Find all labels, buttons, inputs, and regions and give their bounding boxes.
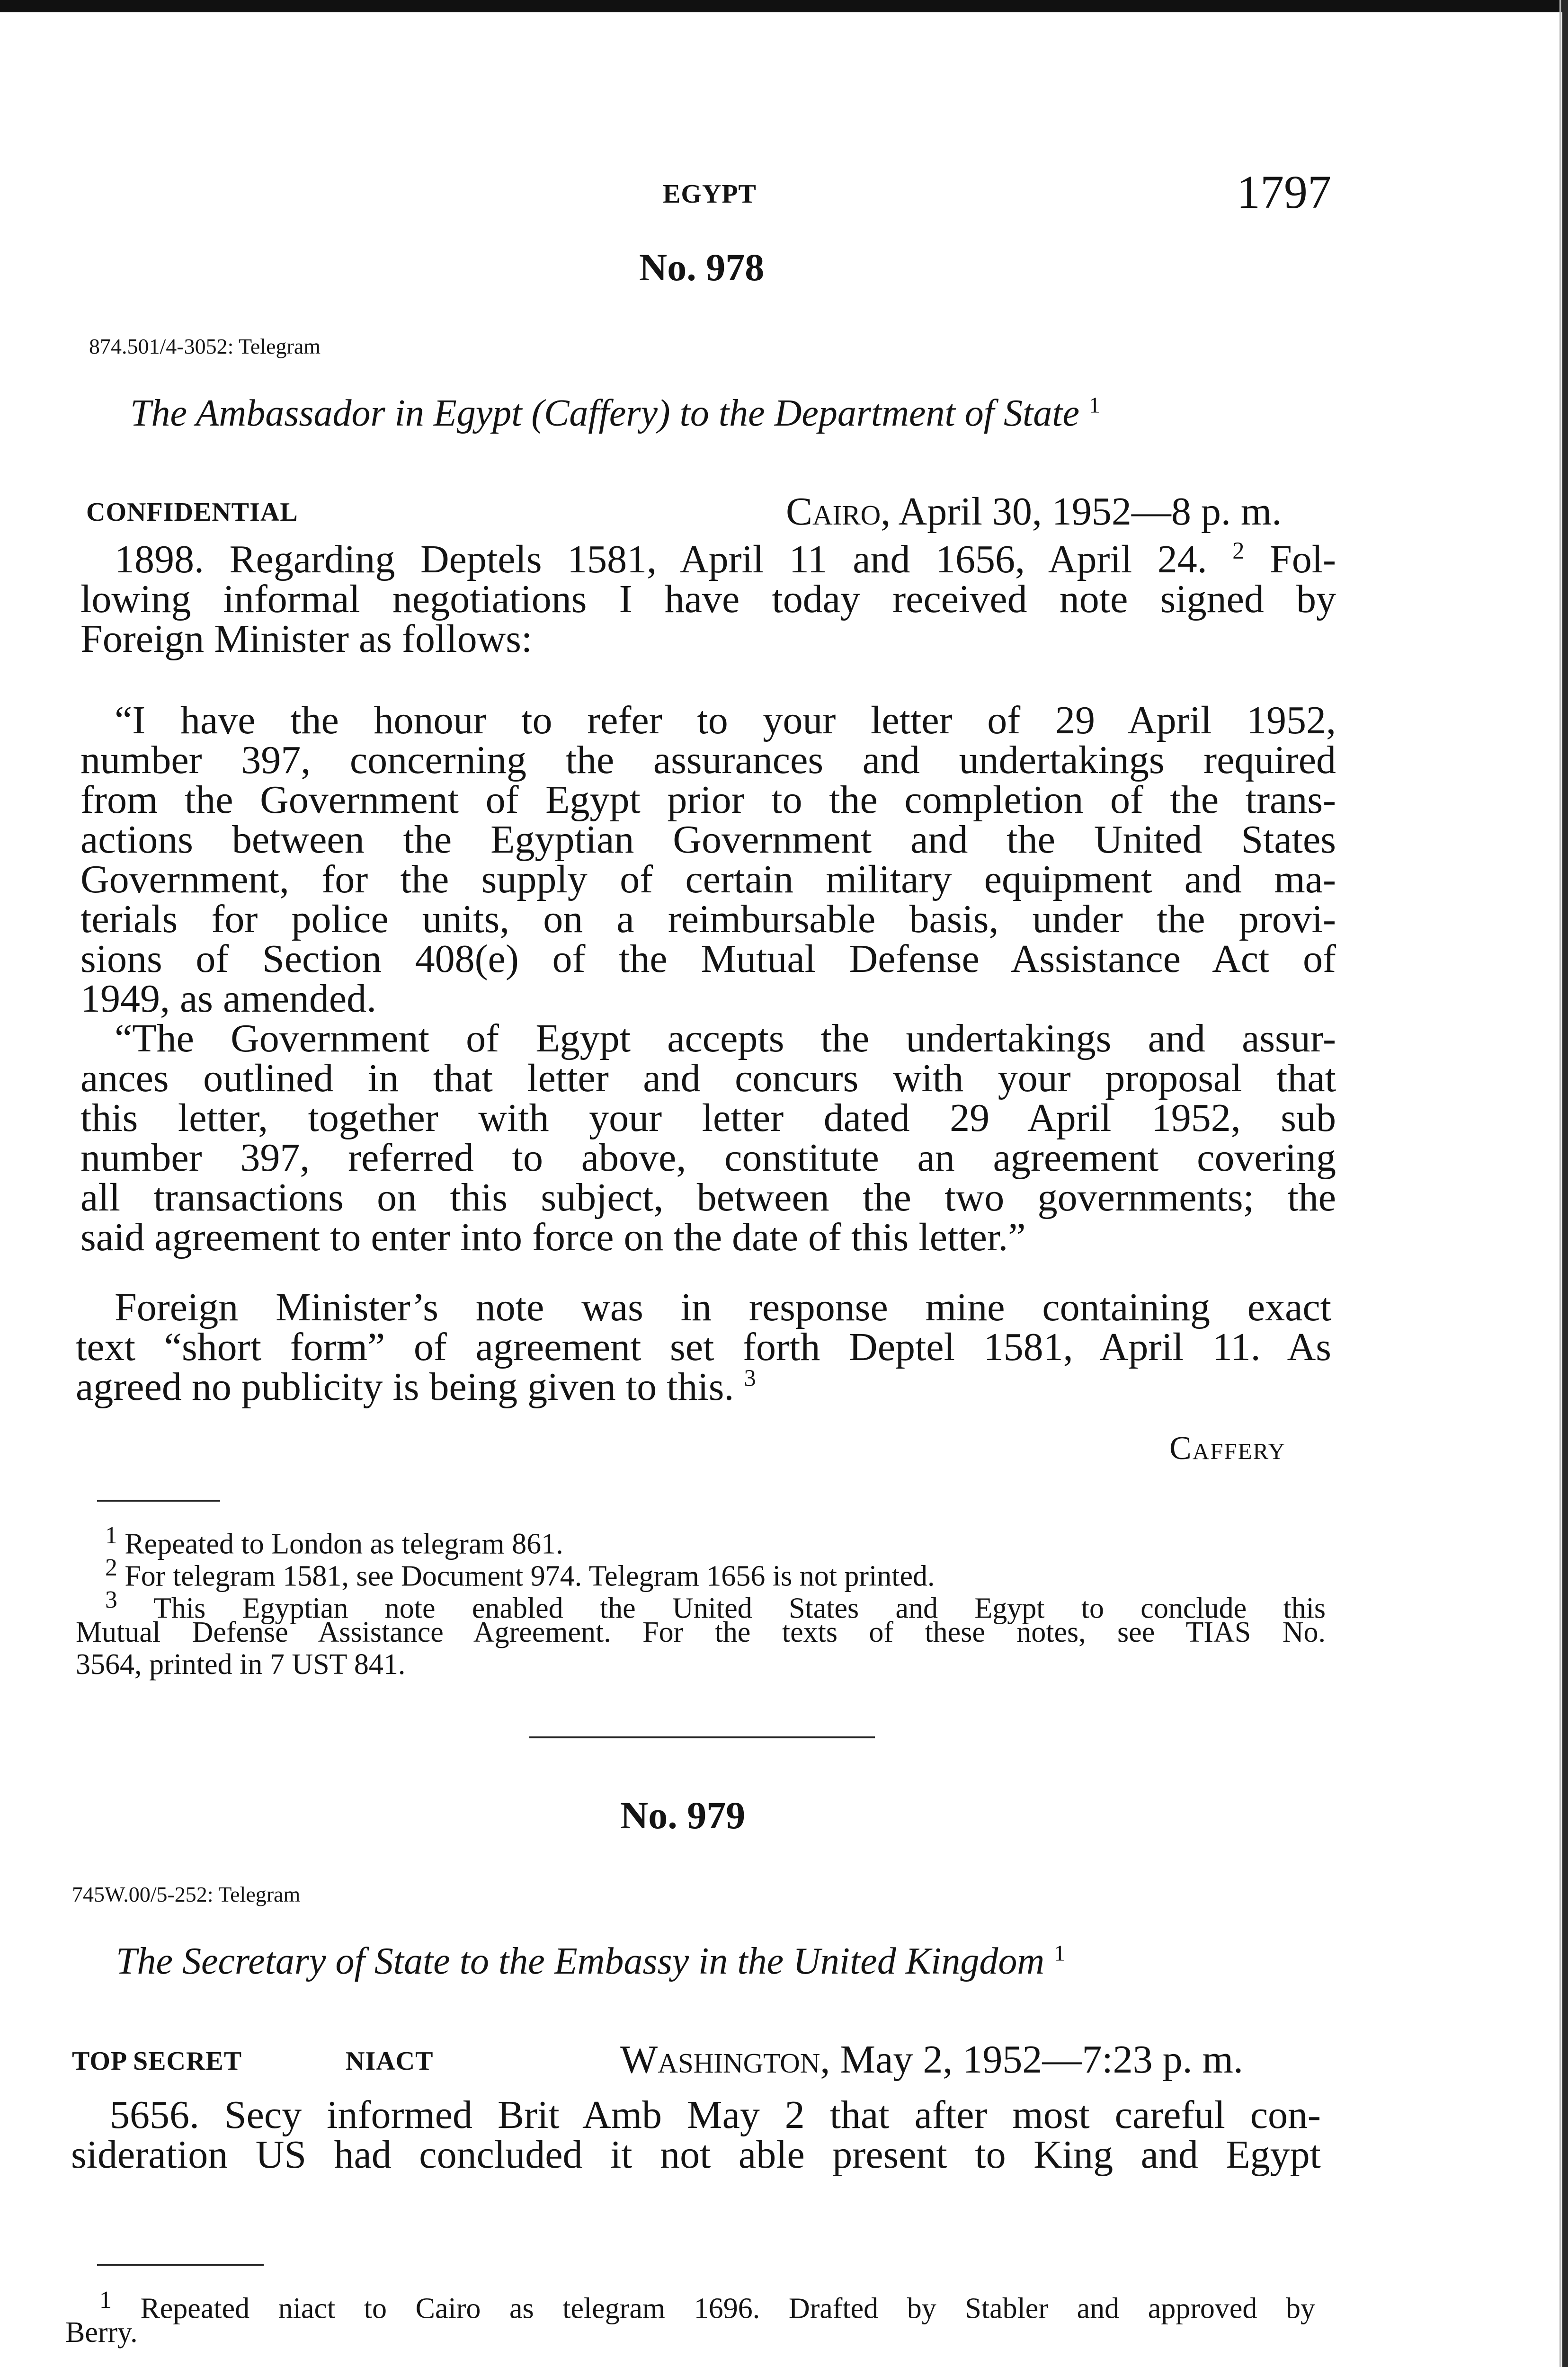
footnote-1-line-2: Berry. (65, 2316, 138, 2349)
footnotes (65, 2284, 1315, 2349)
dateline-date: April 30, 1952—8 p. m. (898, 489, 1282, 534)
dateline (786, 489, 1282, 534)
dateline (620, 2037, 1243, 2082)
quoted-paragraph-1 (80, 698, 1336, 1021)
footnote-3-line-2: Mutual Defense Assistance Agreement. For the texts of these notes, see TIAS No. (76, 1616, 1326, 1648)
file-reference: 874.501/4-3052: Telegram (89, 334, 321, 358)
document-separator (529, 1736, 875, 1738)
text-line: Government, for the supply of certain military equipment and ma- (80, 857, 1336, 901)
text-line: said agreement to enter into force on the date of this letter.” (80, 1215, 1026, 1259)
file-reference: 745W.00/5-252: Telegram (72, 1882, 301, 1906)
paragraph-opening (80, 537, 1336, 661)
footnote-ref: 1 (1088, 392, 1100, 418)
footnote-mark: 1 (105, 1522, 117, 1549)
text-line: from the Government of Egypt prior to the completion of the trans- (80, 778, 1336, 822)
signature: Caffery (1169, 1430, 1286, 1467)
text-line: text “short form” of agreement set forth Deptel 1581, April 11. As (76, 1325, 1331, 1369)
footnote-3 (76, 1584, 1326, 1625)
text-line: Foreign Minister as follows: (80, 617, 533, 661)
priority: NIACT (346, 2047, 434, 2076)
footnote-3-line-3: 3564, printed in 7 UST 841. (76, 1648, 406, 1681)
text-line: Foreign Minister’s note was in response mine containing exact (115, 1285, 1331, 1329)
dateline-date: May 2, 1952—7:23 p. m. (840, 2038, 1244, 2082)
text-segment: Fol- (1270, 537, 1336, 581)
classification: CONFIDENTIAL (86, 498, 298, 527)
text-line: “I have the honour to refer to your letter of 29 April 1952, (115, 698, 1336, 742)
text-line: lowing informal negotiations I have today received note signed by (80, 577, 1336, 621)
footnote-2 (76, 1552, 1326, 1593)
text-line: “The Government of Egypt accepts the undertakings and assur- (115, 1016, 1336, 1060)
text-line: ances outlined in that letter and concurs with your proposal that (80, 1056, 1336, 1100)
classification: TOP SECRET (72, 2047, 242, 2076)
page-number: 1797 (1237, 166, 1331, 218)
footnote-rule (97, 2264, 264, 2266)
paragraph-opening (71, 2095, 1321, 2175)
text-line: all transactions on this subject, between the two governments; the (80, 1175, 1336, 1219)
footnote-mark: 3 (105, 1586, 117, 1613)
scan-right-edge (1562, 0, 1568, 2367)
footnote-text: Repeated to London as telegram 861. (125, 1528, 563, 1560)
document-title (130, 392, 1100, 435)
footnote-text: Repeated niact to Cairo as telegram 1696. Drafted by Stabler and approved by (140, 2292, 1315, 2325)
text-line: number 397, concerning the assurances and undertakings required (80, 738, 1336, 782)
scan-top-border (0, 0, 1568, 12)
document-title (116, 1940, 1065, 1983)
text-line: 1949, as amended. (80, 977, 377, 1021)
text-line: sideration US had concluded it not able present to King and Egypt (71, 2133, 1321, 2177)
footnote-rule (97, 1500, 220, 1502)
footnotes (76, 1520, 1326, 1681)
footnote-ref: 2 (1232, 537, 1245, 564)
text-line: number 397, referred to above, constitute an agreement covering (80, 1136, 1336, 1180)
text-line (76, 1367, 1331, 1407)
text-segment: 1898. Regarding Deptels 1581, April 11 and 1656, April 24. (115, 537, 1207, 581)
quoted-paragraph-2 (80, 1016, 1336, 1259)
document-number: No. 979 (620, 1794, 746, 1837)
dateline-place: Washington, (620, 2038, 830, 2082)
footnote-1 (65, 2284, 1315, 2325)
paragraph-closing (76, 1285, 1331, 1409)
text-line (80, 537, 1336, 581)
footnote-ref: 1 (1054, 1940, 1066, 1966)
scan-right-edge-shadow (1559, 0, 1561, 2367)
running-head: EGYPT (663, 179, 757, 209)
footnote-mark: 2 (105, 1554, 117, 1581)
footnote-text: This Egyptian note enabled the United States and Egypt to conclude this (153, 1592, 1326, 1625)
dateline-place: Cairo, (786, 489, 891, 534)
text-line: this letter, together with your letter dated 29 April 1952, sub (80, 1096, 1336, 1140)
document-title-text: The Secretary of State to the Embassy in the United Kingdom (116, 1940, 1045, 1982)
footnote-1 (76, 1520, 1326, 1560)
text-line: terials for police units, on a reimbursable basis, under the provi- (80, 897, 1336, 941)
footnote-text: For telegram 1581, see Document 974. Telegram 1656 is not printed. (125, 1560, 935, 1593)
text-line: 5656. Secy informed Brit Amb May 2 that after most careful con- (110, 2093, 1321, 2137)
text-line: actions between the Egyptian Government and the United States (80, 818, 1336, 862)
footnote-mark: 1 (99, 2287, 112, 2314)
footnote-ref: 3 (744, 1365, 756, 1391)
document-number: No. 978 (639, 246, 765, 289)
text-line: sions of Section 408(e) of the Mutual Defense Assistance Act of (80, 937, 1336, 981)
document-title-text: The Ambassador in Egypt (Caffery) to the Department of State (130, 392, 1079, 434)
text-segment: agreed no publicity is being given to this. (76, 1365, 734, 1409)
